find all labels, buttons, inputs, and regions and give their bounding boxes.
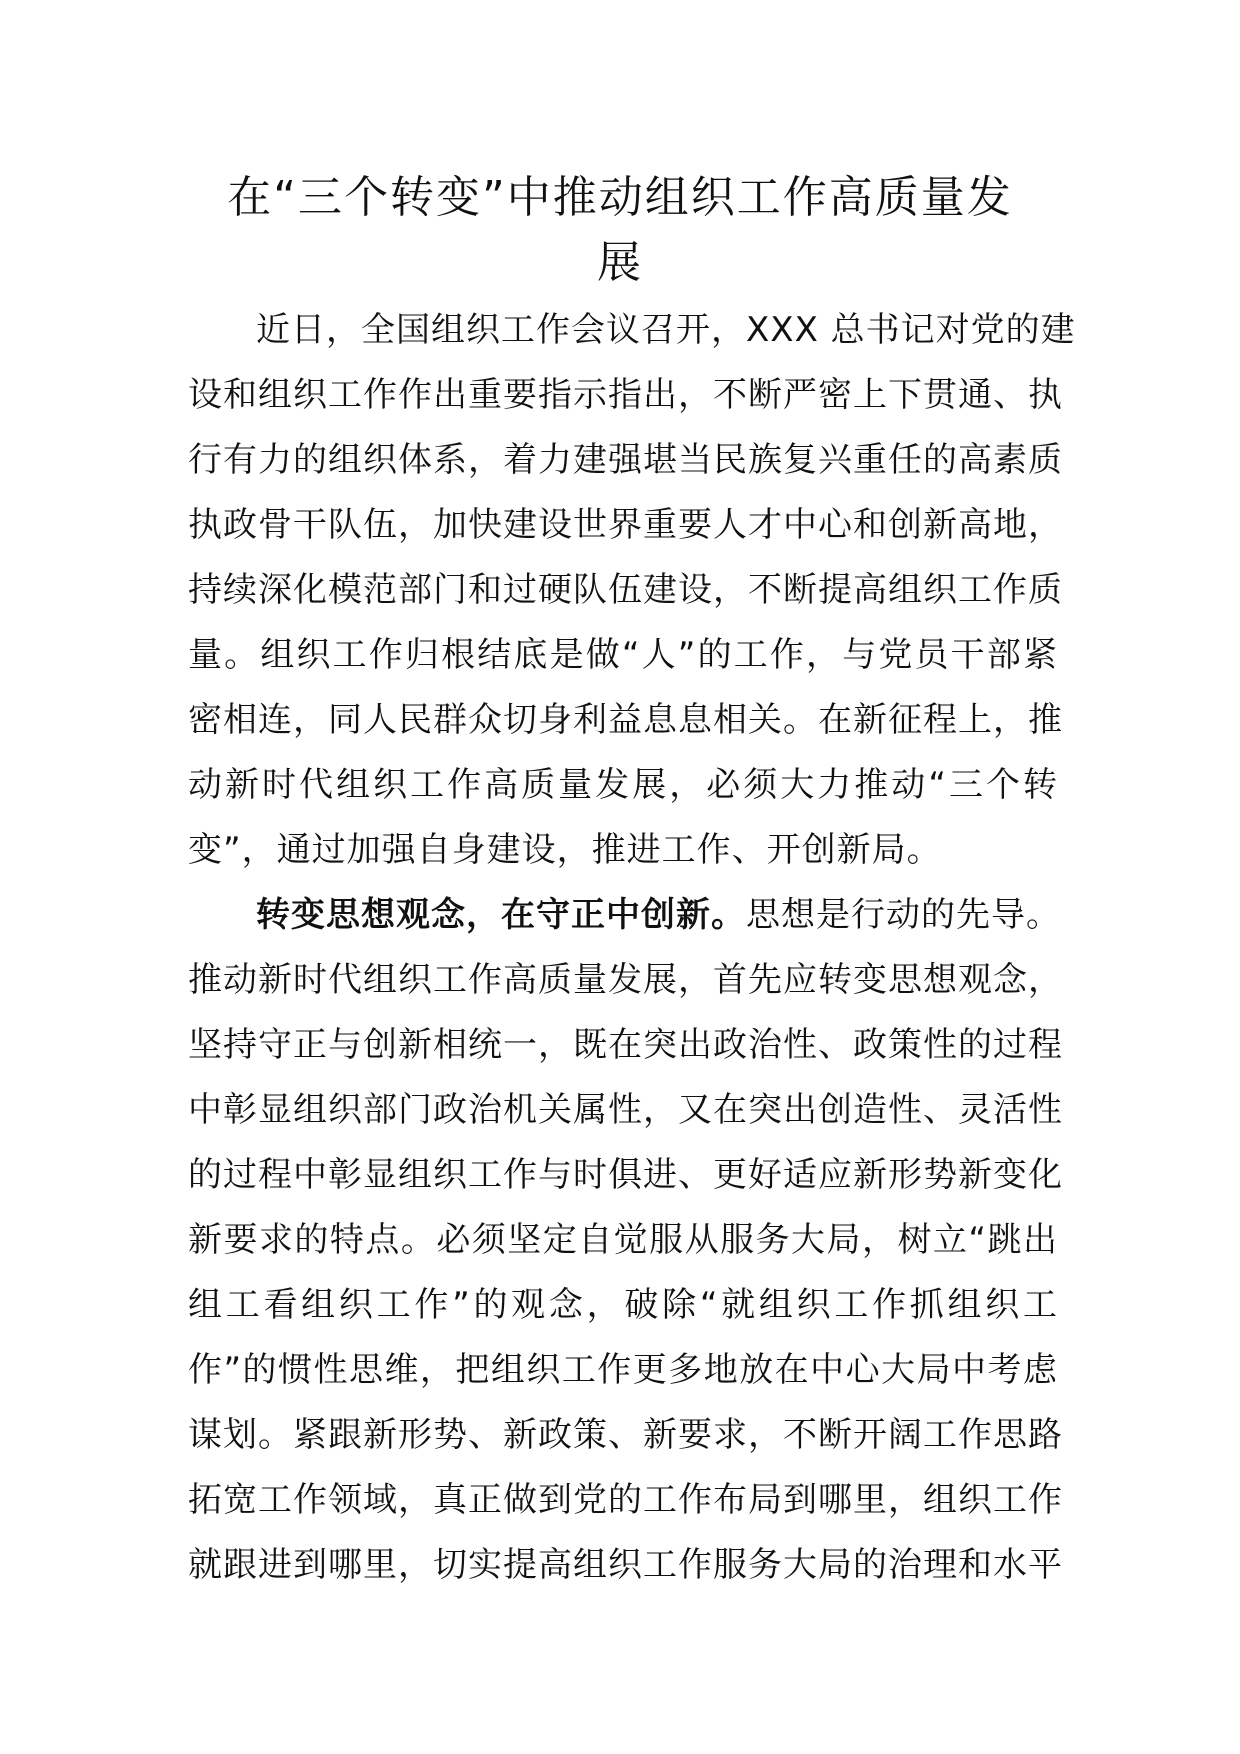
- paragraph-2-line: 新要求的特点。必须坚定自觉服从服务大局，树立“跳出: [188, 1220, 1058, 1260]
- title-line-2: 展: [597, 237, 643, 288]
- paragraph-1-line: 量。组织工作归根结底是做“人”的工作，与党员干部紧: [188, 635, 1058, 675]
- paragraph-2-line: 坚持守正与创新相统一，既在突出政治性、政策性的过程: [188, 1025, 1063, 1065]
- paragraph-2: [188, 883, 1063, 1598]
- paragraph-2-line: 拓宽工作领域，真正做到党的工作布局到哪里，组织工作: [188, 1480, 1063, 1520]
- paragraph-2-lead-sentence: 转变思想观念，在守正中创新。: [256, 895, 746, 935]
- paragraph-1-line: 近日，全国组织工作会议召开，XXX 总书记对党的建: [256, 310, 1076, 350]
- paragraph-2-line: 推动新时代组织工作高质量发展，首先应转变思想观念，: [188, 960, 1063, 1000]
- paragraph-2-line: 组工看组织工作”的观念，破除“就组织工作抓组织工: [188, 1285, 1058, 1325]
- document-title: [150, 162, 1090, 292]
- paragraph-1-line: 行有力的组织体系，着力建强堪当民族复兴重任的高素质: [188, 440, 1063, 480]
- paragraph-2-line: 作”的惯性思维，把组织工作更多地放在中心大局中考虑: [188, 1350, 1058, 1390]
- paragraph-2-line: 的过程中彰显组织工作与时俱进、更好适应新形势新变化: [188, 1155, 1063, 1195]
- paragraph-2-line: 就跟进到哪里，切实提高组织工作服务大局的治理和水平: [188, 1545, 1063, 1585]
- paragraph-2-line: 谋划。紧跟新形势、新政策、新要求，不断开阔工作思路: [188, 1415, 1063, 1455]
- paragraph-1-line: 执政骨干队伍，加快建设世界重要人才中心和创新高地，: [188, 505, 1063, 545]
- paragraph-2-first-line: [188, 883, 1061, 948]
- paragraph-1-line: 设和组织工作作出重要指示指出，不断严密上下贯通、执: [188, 375, 1063, 415]
- paragraph-1-line: 持续深化模范部门和过硬队伍建设，不断提高组织工作质: [188, 570, 1063, 610]
- title-line-1: 在“三个转变”中推动组织工作高质量发: [227, 172, 1013, 223]
- paragraph-2-line: 中彰显组织部门政治机关属性，又在突出创造性、灵活性: [188, 1090, 1063, 1130]
- paragraph-1-line: 动新时代组织工作高质量发展，必须大力推动“三个转: [188, 765, 1058, 805]
- paragraph-1-line: 变”，通过加强自身建设，推进工作、开创新局。: [188, 830, 942, 870]
- paragraph-2-first-line-rest: 思想是行动的先导。: [746, 895, 1061, 935]
- paragraph-1: [188, 298, 1076, 883]
- document-body: [188, 298, 1076, 1598]
- paragraph-1-line: 密相连，同人民群众切身利益息息相关。在新征程上，推: [188, 700, 1063, 740]
